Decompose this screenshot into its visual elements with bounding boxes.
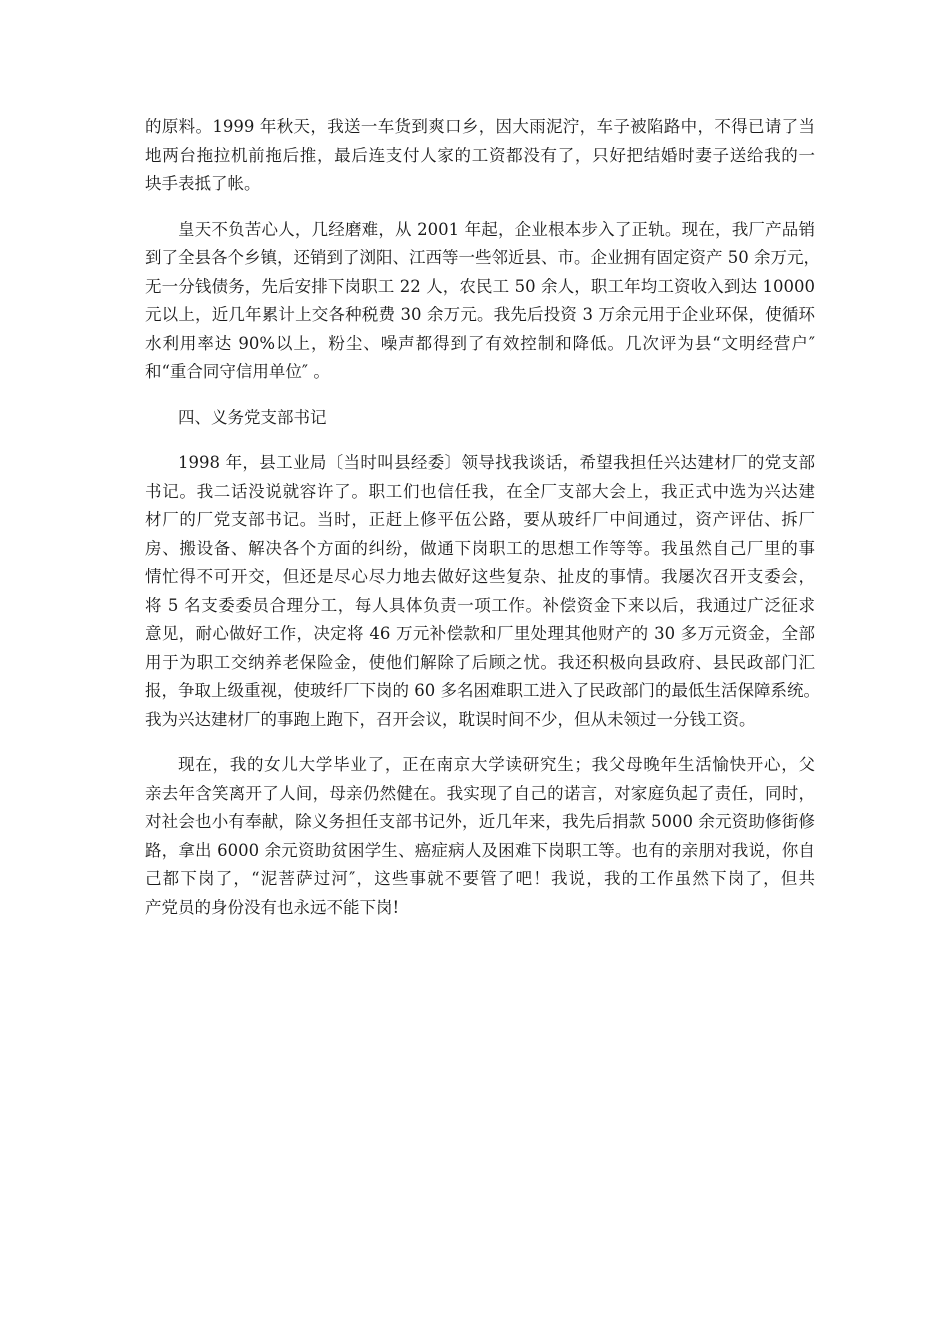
section-heading — [145, 404, 815, 433]
paragraph-gap — [145, 734, 815, 751]
text-line: 意见，耐心做好工作，决定将 46 万元补偿款和厂里处理其他财产的 30 多万元资金，全部 — [145, 624, 815, 643]
paragraph-2 — [145, 216, 820, 387]
text-line: 块手表抵了帐。 — [145, 174, 261, 193]
text-line: 地两台拖拉机前拖后推，最后连支付人家的工资都没有了，只好把结婚时妻子送给我的一 — [145, 145, 815, 165]
document-body — [145, 113, 820, 922]
text-line: 对社会也小有奉献，除义务担任支部书记外，近几年来，我先后捐款 5000 余元资助修街修 — [145, 812, 815, 831]
text-line: 房、搬设备、解决各个方面的纠纷，做通下岗职工的思想工作等等。我虽然自己厂里的事 — [145, 538, 815, 558]
text-line: 用于为职工交纳养老保险金，使他们解除了后顾之忧。我还积极向县政府、县民政部门汇 — [145, 652, 815, 672]
paragraph-3 — [145, 449, 820, 734]
paragraph-gap — [145, 199, 815, 216]
paragraph-1 — [145, 113, 815, 199]
text-line: 己都下岗了，“泥菩萨过河″，这些事就不要管了吧！我说，我的工作虽然下岗了，但共 — [145, 869, 815, 888]
text-line: 报，争取上级重视，使玻纤厂下岗的 60 多名困难职工进入了民政部门的最低生活保障系统。 — [145, 681, 820, 700]
paragraph-gap — [145, 387, 815, 404]
text-line: 产党员的身份没有也永远不能下岗! — [145, 897, 400, 917]
text-line: 的原料。1999 年秋天，我送一车货到爽口乡，因大雨泥泞，车子被陷路中，不得已请了当 — [145, 117, 815, 136]
text-line: 水利用率达 90%以上，粉尘、噪声都得到了有效控制和降低。几次评为县“文明经营户″ — [145, 333, 815, 353]
text-line: 无一分钱债务，先后安排下岗职工 22 人，农民工 50 余人，职工年均工资收入到达 10000 — [145, 276, 815, 296]
text-line: 材厂的厂党支部书记。当时，正赶上修平伍公路，要从玻纤厂中间通过，资产评估、拆厂 — [145, 510, 815, 529]
paragraph-gap — [145, 432, 815, 449]
text-line: 1998 年，县工业局〔当时叫县经委〕领导找我谈话，希望我担任兴达建材厂的党支部 — [178, 453, 815, 472]
text-line: 到了全县各个乡镇，还销到了浏阳、江西等一些邻近县、市。企业拥有固定资产 50 余万元， — [145, 248, 820, 267]
text-line: 将 5 名支委委员合理分工，每人具体负责一项工作。补偿资金下来以后，我通过广泛征求 — [145, 595, 815, 615]
text-line: 我为兴达建材厂的事跑上跑下，召开会议，耽误时间不少，但从未领过一分钱工资。 — [145, 709, 756, 729]
text-line: 亲去年含笑离开了人间，母亲仍然健在。我实现了自己的诺言，对家庭负起了责任，同时， — [145, 783, 815, 803]
text-line: 皇天不负苦心人，几经磨难，从 2001 年起，企业根本步入了正轨。现在，我厂产品销 — [178, 219, 815, 239]
text-line: 元以上，近几年累计上交各种税费 30 余万元。我先后投资 3 万余元用于企业环保，使循环 — [145, 305, 815, 324]
paragraph-4 — [145, 751, 815, 922]
text-line: 路，拿出 6000 余元资助贫困学生、癌症病人及困难下岗职工等。也有的亲朋对我说，你自 — [145, 840, 815, 860]
text-line: 和“重合同守信用单位″ 。 — [145, 362, 330, 381]
text-line: 情忙得不可开交，但还是尽心尽力地去做好这些复杂、扯皮的事情。我屡次召开支委会， — [145, 567, 815, 586]
text-line: 现在，我的女儿大学毕业了，正在南京大学读研究生；我父母晚年生活愉快开心，父 — [178, 755, 815, 774]
section-title: 四、义务党支部书记 — [178, 407, 327, 427]
text-line: 书记。我二话没说就容许了。职工们也信任我，在全厂支部大会上，我正式中选为兴达建 — [145, 481, 815, 501]
